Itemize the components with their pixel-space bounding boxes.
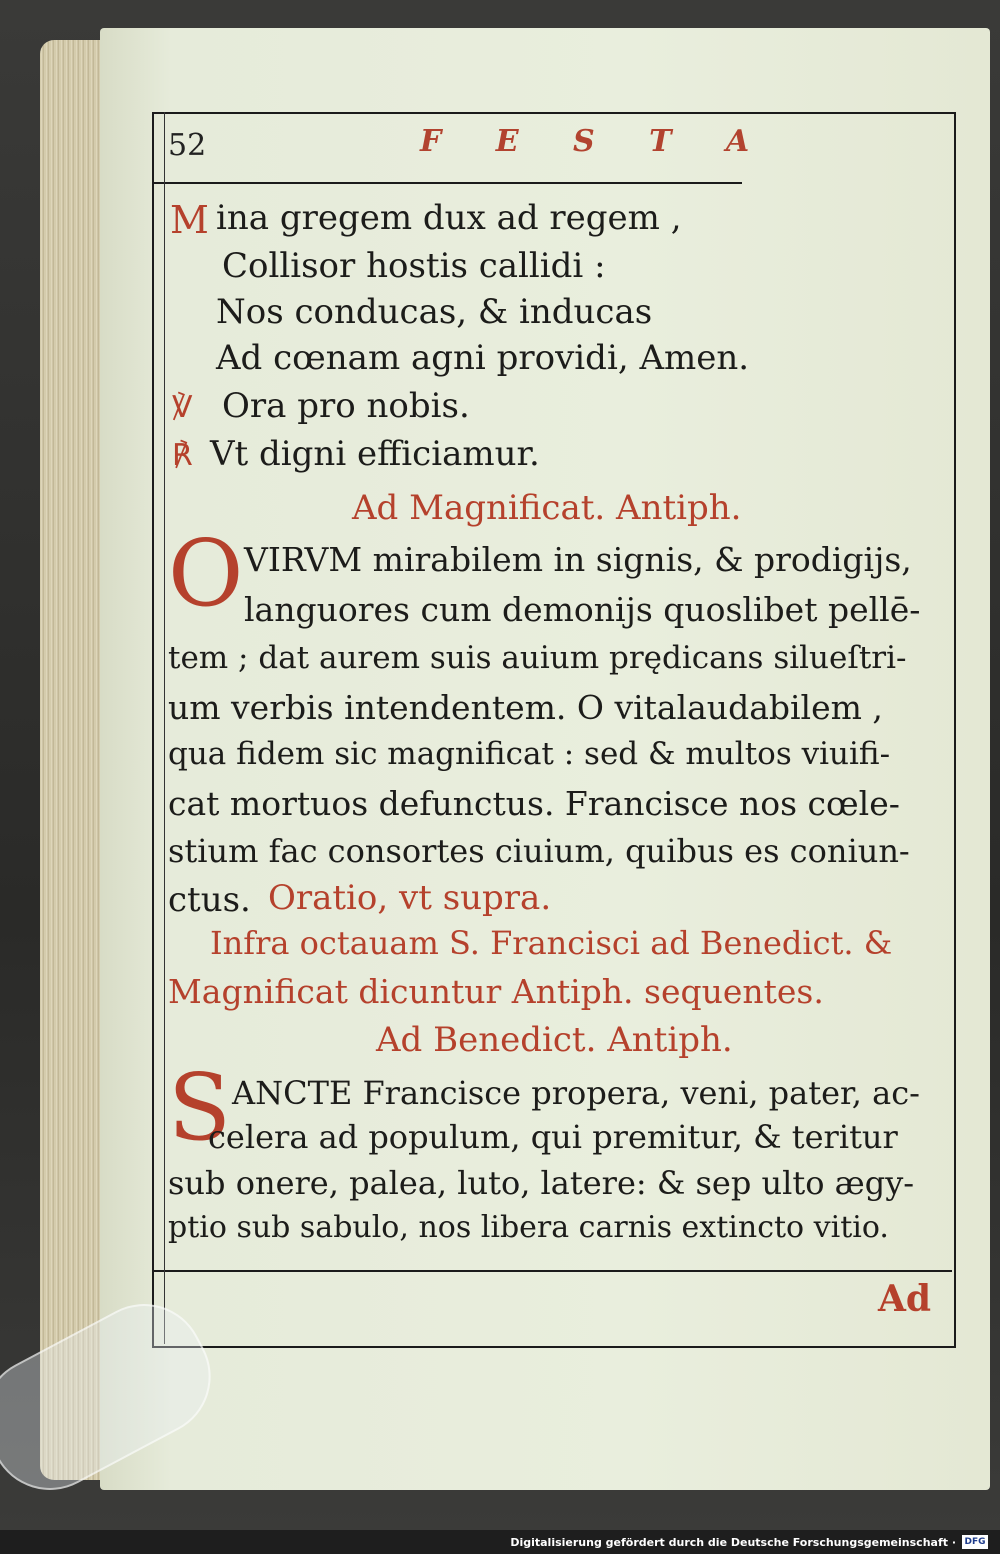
antiphon1-line-6: cat mortuos defunctus. Francisce nos cœle- — [168, 784, 900, 823]
margin-rule — [164, 112, 165, 1344]
octave-rubric-line-2: Magnificat dicuntur Antiph. sequentes. — [168, 972, 824, 1011]
antiphon1-initial: O — [168, 520, 244, 627]
hymn-line-3: Nos conducas, & inducas — [216, 292, 653, 332]
versicle-text: Ora pro nobis. — [222, 386, 470, 426]
header-rule — [152, 182, 742, 184]
versicle-symbol: ℣ — [172, 390, 193, 425]
antiphon2-initial: S — [168, 1054, 232, 1161]
antiphon1-line-3: tem ; dat aurem suis auium prędicans silueſtri- — [168, 640, 907, 676]
response-symbol: ℟ — [172, 438, 193, 473]
antiphon2-line-1: ANCTE Francisce propera, veni, pater, ac- — [232, 1074, 920, 1112]
antiphon1-line-8: ctus. — [168, 880, 251, 920]
antiphon2-line-4: ptio sub sabulo, nos libera carnis extincto vitio. — [168, 1210, 889, 1245]
hymn-line-1: ina gregem dux ad regem , — [216, 198, 682, 238]
antiphon2-line-2: celera ad populum, qui premitur, & teritur — [208, 1118, 898, 1156]
antiphon1-line-2: languores cum demonijs quoslibet pellē- — [244, 590, 921, 629]
hymn-initial: M — [170, 198, 209, 242]
hymn-line-2: Collisor hostis callidi : — [222, 246, 606, 286]
dfg-logo: DFG — [962, 1535, 988, 1549]
antiphon2-heading: Ad Benedict. Antiph. — [376, 1020, 733, 1060]
response-text: Vt digni efficiamur. — [210, 434, 540, 474]
antiphon1-rubric: Oratio, vt supra. — [268, 878, 552, 918]
hymn-line-4: Ad cœnam agni providi, Amen. — [216, 338, 750, 378]
octave-rubric-line-1: Infra octauam S. Francisci ad Benedict. & — [210, 924, 893, 962]
antiphon1-line-1: VIRVM mirabilem in signis, & prodigijs, — [244, 540, 912, 579]
footer-credit: Digitalisierung gefördert durch die Deutsche Forschungsgemeinschaft · — [510, 1536, 956, 1549]
antiphon1-line-7: stium fac consortes ciuium, quibus es coniun- — [168, 832, 910, 870]
footer-rule — [152, 1270, 952, 1272]
catchword: Ad — [878, 1278, 932, 1320]
running-head: F E S T A — [420, 124, 772, 159]
antiphon2-line-3: sub onere, palea, luto, latere: & sep ulto ægy- — [168, 1164, 915, 1202]
antiphon1-heading: Ad Magnificat. Antiph. — [352, 488, 742, 528]
antiphon1-line-4: um verbis intendentem. O vitalaudabilem , — [168, 688, 883, 727]
page-number: 52 — [168, 128, 207, 163]
antiphon1-line-5: qua fidem sic magnificat : sed & multos viuifi- — [168, 736, 891, 772]
